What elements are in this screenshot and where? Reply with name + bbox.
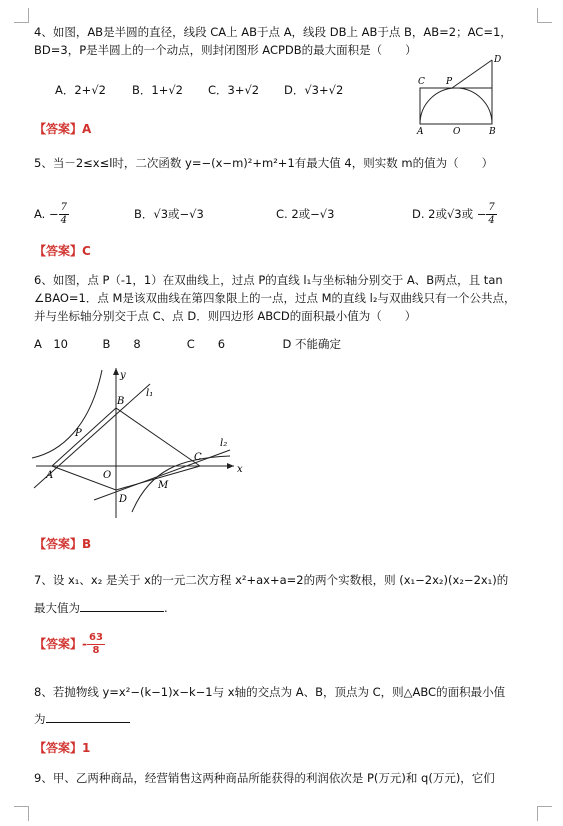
q5-option-b: B．√3或−√3 xyxy=(134,207,204,221)
q6-hyperbola-branch-q2 xyxy=(32,370,102,458)
q6-label-c: C xyxy=(194,452,202,463)
q4-semicircle-arc xyxy=(420,88,492,124)
q4-label-d: D xyxy=(494,55,502,65)
q6-label-l1: l₁ xyxy=(146,388,154,399)
q4-semicircle-figure xyxy=(412,54,502,136)
q7-line-2-text: 最大值为 xyxy=(34,601,80,615)
q7-answer-fraction xyxy=(87,632,105,657)
crop-mark-top-left xyxy=(14,8,29,23)
q6-x-axis-arrow xyxy=(227,463,234,469)
q4-label-b: B xyxy=(489,127,496,136)
q4-answer: 【答案】A xyxy=(34,122,92,136)
q7-answer-label: 【答案】- xyxy=(34,637,87,651)
q4-label-o: O xyxy=(453,127,461,136)
q7-answer xyxy=(34,632,105,657)
q7-answer-numerator: 63 xyxy=(88,632,103,643)
q6-quadrilateral-abcd xyxy=(52,408,200,490)
q6-options: A 10 B 8 C 6 D 不能确定 xyxy=(34,337,342,351)
q5-option-d-label: D. 2或√3或 − xyxy=(412,207,487,221)
q6-text-line-2: ∠BAO=1．点 M是该双曲线在第四象限上的一点，过点 M的直线 l₂与双曲线只有一个公共点， xyxy=(34,291,516,305)
q6-label-m: M xyxy=(158,480,169,491)
q5-text-line-1: 5、当－2≤x≤l时，二次函数 y=−(x−m)²+m²+1有最大值 4，则实数 m的值为（ ） xyxy=(34,156,494,170)
q6-label-o: O xyxy=(103,470,112,481)
q4-label-a: A xyxy=(417,127,424,136)
q6-text-line-3: 并与坐标轴分别交于点 C、点 D．则四边形 ABCD的面积最小值为（ ） xyxy=(34,309,417,323)
crop-mark-bottom-left xyxy=(14,806,29,821)
q4-label-c: C xyxy=(418,77,425,87)
q4-label-p: P xyxy=(446,77,453,87)
q6-label-b: B xyxy=(117,396,125,407)
q6-answer: 【答案】B xyxy=(34,537,92,551)
q7-answer-denominator: 8 xyxy=(92,645,100,656)
q6-label-x: x xyxy=(237,464,243,475)
q5-answer: 【答案】C xyxy=(34,244,91,258)
q5-option-d-fraction xyxy=(486,202,496,227)
q6-y-axis-arrow xyxy=(113,368,119,375)
crop-mark-top-right xyxy=(537,8,552,23)
q7-answer-blank xyxy=(80,599,164,612)
q6-label-a: A xyxy=(46,470,54,481)
q7-text-line-2: 最大值为 . xyxy=(34,601,168,615)
q6-hyperbola-figure xyxy=(30,362,250,522)
q8-text-line-1: 8、若抛物线 y=x²−(k−1)x−k−1与 x轴的交点为 A、B，顶点为 C，则△ABC的面积最小值 xyxy=(34,685,506,699)
q4-segment-pd xyxy=(452,60,492,88)
q8-answer-blank xyxy=(46,710,130,723)
q4-frame xyxy=(420,88,492,124)
q7-text-line-1: 7、设 x₁、x₂ 是关于 x的一元二次方程 x²+ax+a=2的两个实数根，则 (x₁−2x₂)(x₂−2x₁)的 xyxy=(34,573,509,587)
q4-option-d: D．√3+√2 xyxy=(284,83,344,97)
q8-line-2-text: 为 xyxy=(34,712,46,726)
q8-text-line-2 xyxy=(34,710,130,727)
q4-option-b: B．1+√2 xyxy=(132,83,183,97)
q6-label-d: D xyxy=(119,494,128,505)
q5-option-c: C. 2或−√3 xyxy=(276,207,335,221)
q4-text-line-2: BD=3，P是半圆上的一个动点，则封闭图形 ACPDB的最大面积是（ ） xyxy=(34,43,417,57)
q6-text-line-1: 6、如图，点 P（-1，1）在双曲线上，过点 P的直线 l₁与坐标轴分别交于 A、B两点，且 tan xyxy=(34,273,503,287)
q5-option-d-denominator: 4 xyxy=(488,215,495,226)
q9-text-line-1: 9、甲、乙两种商品，经营销售这两种商品所能获得的利润依次是 P(万元)和 q(万元)，它们 xyxy=(34,771,495,785)
q5-option-d xyxy=(412,202,497,227)
q6-hyperbola-branch-q4 xyxy=(132,456,230,512)
q4-option-a: A．2+√2 xyxy=(55,83,106,97)
q4-option-c: C．3+√2 xyxy=(208,83,260,97)
q6-label-y: y xyxy=(120,370,126,381)
q6-label-l2: l₂ xyxy=(220,438,228,449)
q4-text-line-1: 4、如图，AB是半圆的直径，线段 CA上 AB于点 A，线段 DB上 AB于点 B，AB=2；AC=1， xyxy=(34,25,512,39)
q5-option-d-numerator: 7 xyxy=(488,202,495,213)
q8-answer: 【答案】1 xyxy=(34,741,91,755)
q5-option-a-label: A. − xyxy=(34,207,59,221)
q6-label-p: P xyxy=(75,428,82,439)
q5-option-a-numerator: 7 xyxy=(60,202,67,213)
q5-option-a-fraction xyxy=(59,202,69,227)
q5-option-a xyxy=(34,202,69,227)
q5-option-a-denominator: 4 xyxy=(60,215,67,226)
q6-line-l2 xyxy=(94,450,230,500)
crop-mark-bottom-right xyxy=(537,806,552,821)
